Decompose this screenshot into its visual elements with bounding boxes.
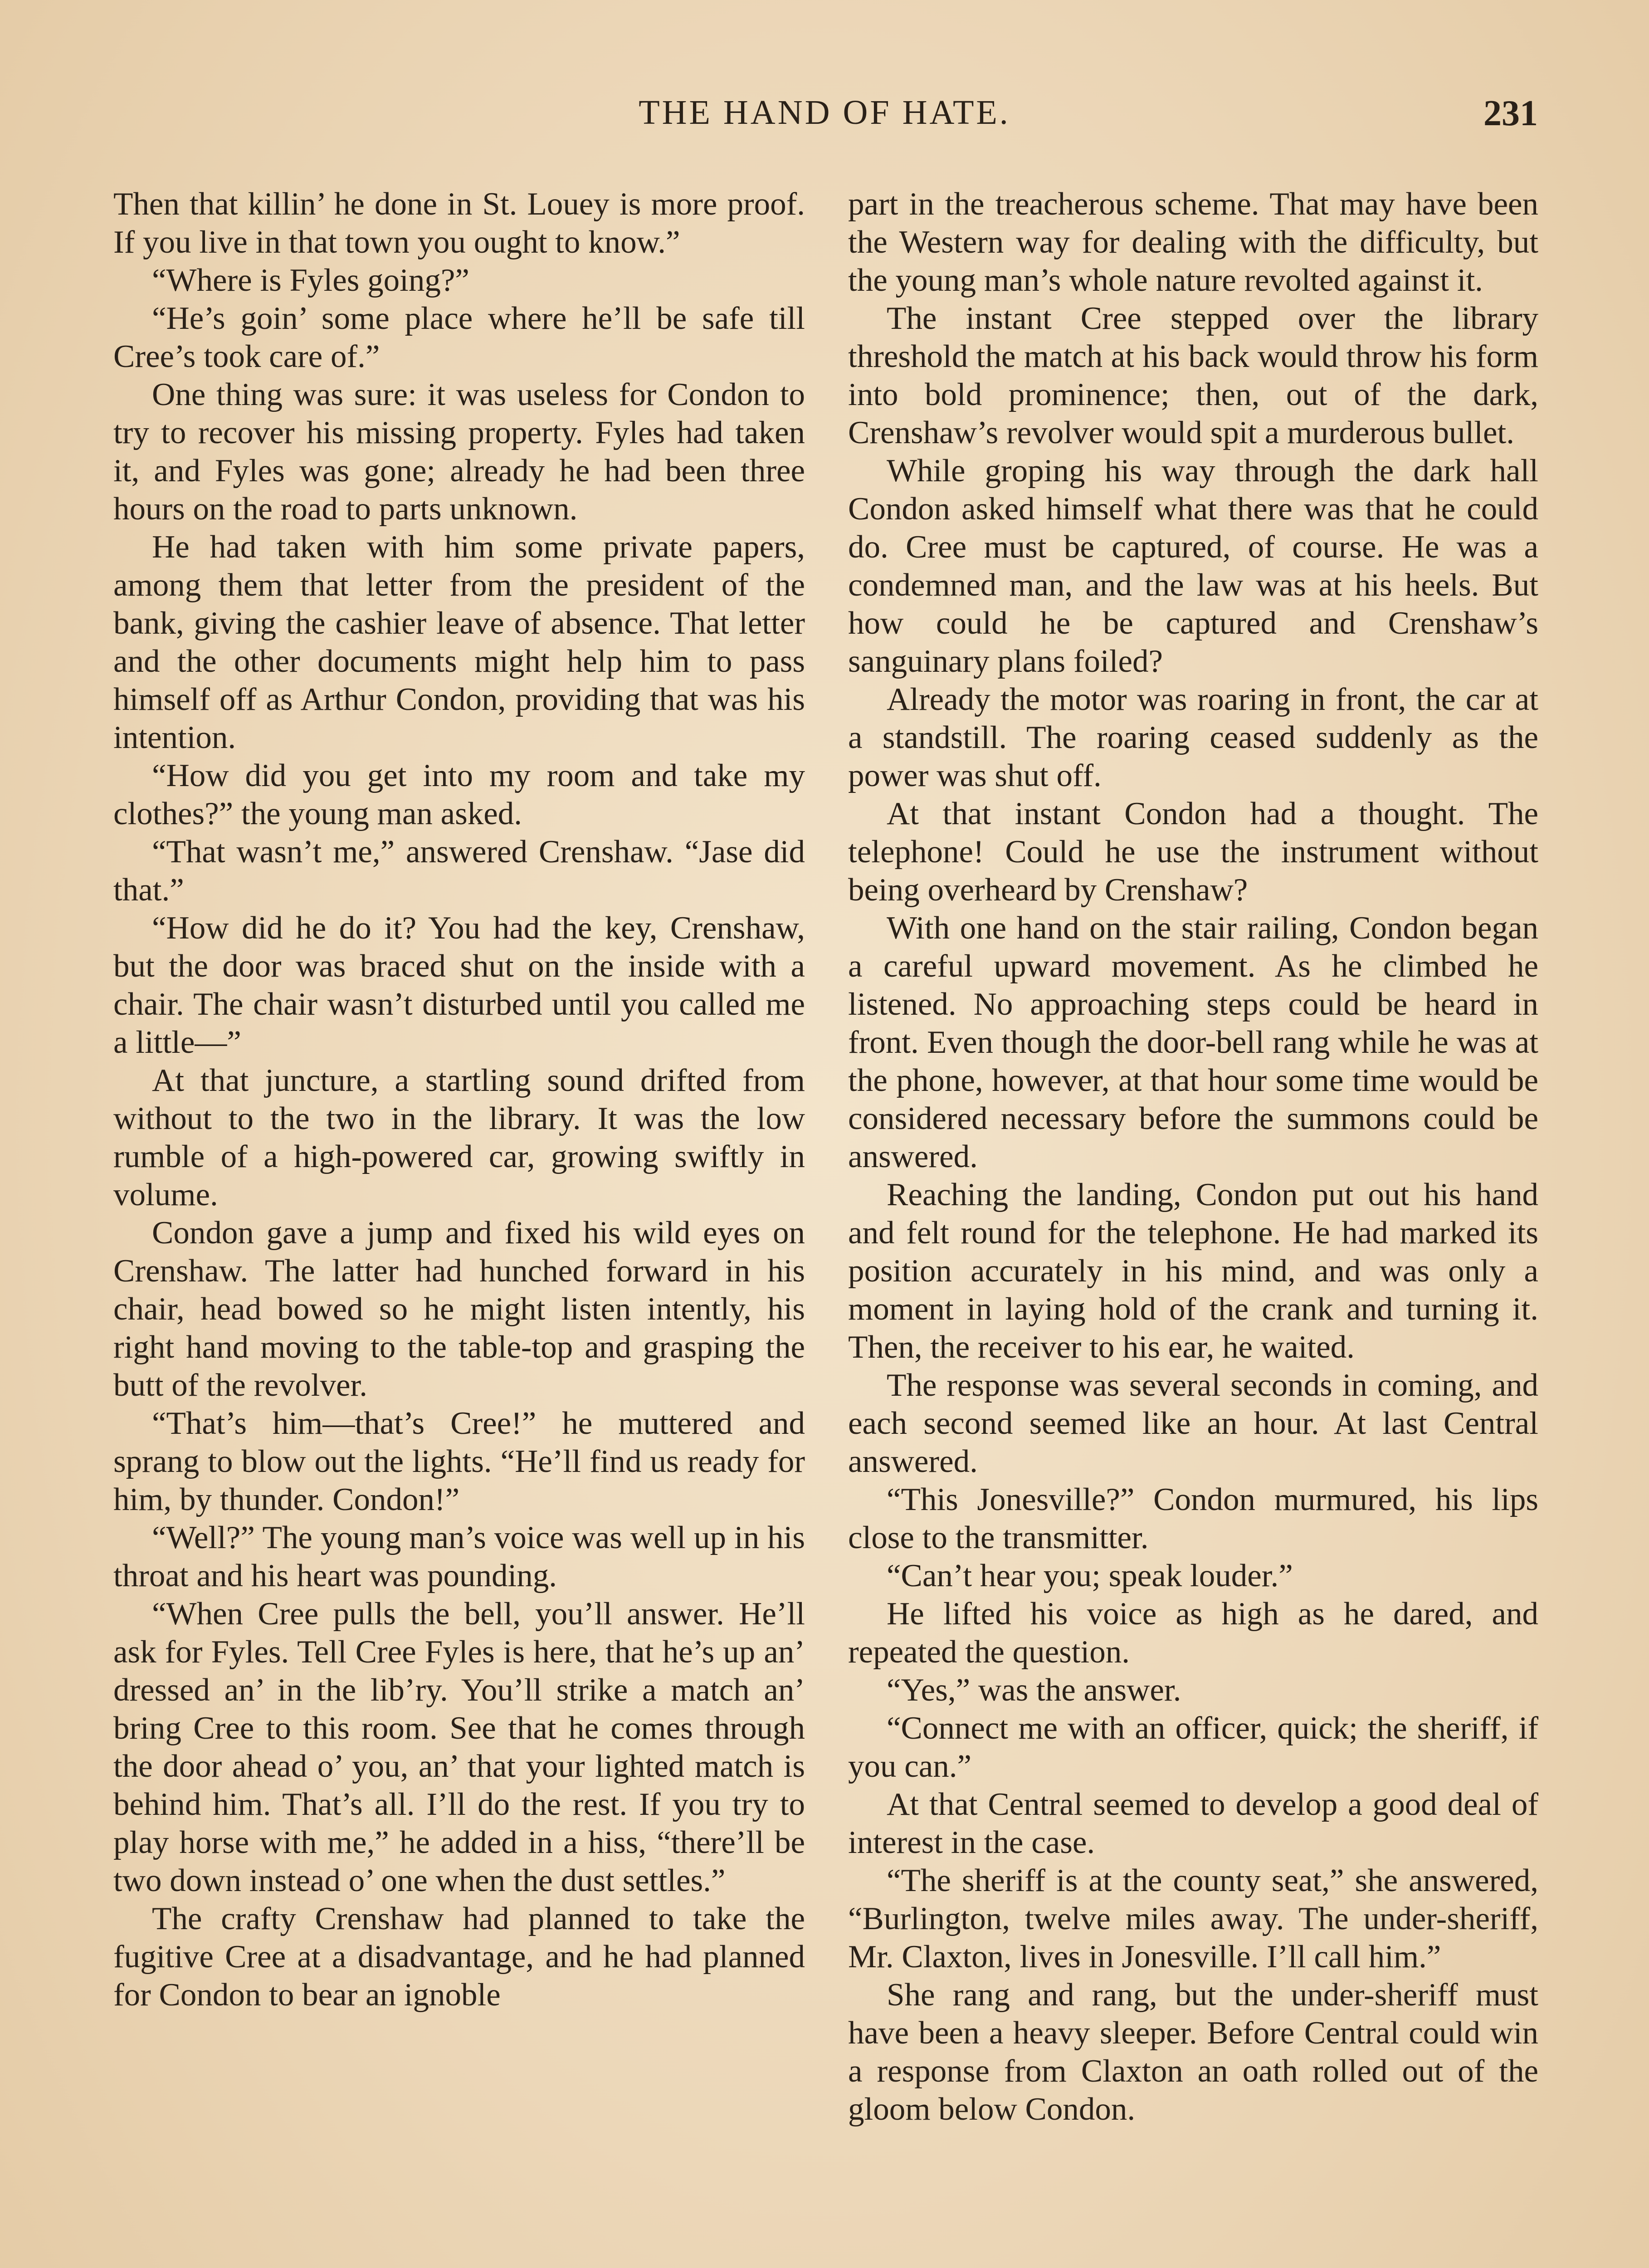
paragraph: The instant Cree stepped over the library threshold the match at his back would throw his form into bold prominence; then, out of the dark, Crenshaw’s revolver would spit a murderous bullet.: [848, 301, 1538, 450]
paragraph: “Well?” The young man’s voice was well up in his throat and his heart was pounding.: [113, 1520, 805, 1593]
paragraph: “That wasn’t me,” answered Crenshaw. “Jase did that.”: [113, 834, 805, 908]
page-number: 231: [1483, 93, 1538, 133]
paragraph: While groping his way through the dark hall Condon asked himself what there was that he could do. Cree must be captured, of course. He was a condemned man, and the law was at his heels. But how could he be captured and Crenshaw’s sanguinary plans foiled?: [848, 453, 1538, 679]
paragraph: “This Jonesville?” Condon murmured, his lips close to the transmitter.: [848, 1482, 1538, 1555]
paragraph: Already the motor was roaring in front, the car at a standstill. The roaring ceased suddenly as the power was shut off.: [848, 682, 1538, 793]
paragraph: “How did he do it? You had the key, Crenshaw, but the door was braced shut on the inside with a chair. The chair wasn’t disturbed until you called me a little—”: [113, 910, 805, 1060]
paragraph: “When Cree pulls the bell, you’ll answer. He’ll ask for Fyles. Tell Cree Fyles is here, that he’s up an’ dressed an’ in the lib’ry. You’ll strike a match an’ bring Cree to this room. See that he comes through the door ahead o’ you, an’ that your lighted match is behind him. That’s all. I’ll do the rest. If you try to play horse with me,” he added in a hiss, “there’ll be two down instead o’ one when the dust settles.”: [113, 1596, 805, 1898]
paragraph: “Can’t hear you; speak louder.”: [887, 1558, 1293, 1593]
paragraph: part in the treacherous scheme. That may have been the Western way for dealing with the difficulty, but the young man’s whole nature revolted against it.: [848, 186, 1538, 298]
paragraph: “How did you get into my room and take my clothes?” the young man asked.: [113, 758, 805, 831]
paragraph: Then that killin’ he done in St. Louey is more proof. If you live in that town you ought to know.”: [113, 186, 805, 260]
paragraph: The crafty Crenshaw had planned to take the fugitive Cree at a disadvantage, and he had planned for Condon to bear an ignoble: [113, 1901, 805, 2013]
paragraph: “Connect me with an officer, quick; the sheriff, if you can.”: [848, 1711, 1538, 1784]
paragraph: “That’s him—that’s Cree!” he muttered and sprang to blow out the lights. “He’ll find us ready for him, by thunder. Condon!”: [113, 1406, 805, 1517]
paragraph: “He’s goin’ some place where he’ll be safe till Cree’s took care of.”: [113, 301, 805, 374]
paragraph: The response was several seconds in coming, and each second seemed like an hour. At last Central answered.: [848, 1368, 1538, 1479]
left-column: [113, 185, 805, 2014]
paragraph: At that instant Condon had a thought. The telephone! Could he use the instrument without being overheard by Crenshaw?: [848, 796, 1538, 908]
paragraph: With one hand on the stair railing, Condon began a careful upward movement. As he climbed he listened. No approaching steps could be heard in front. Even though the door-bell rang while he was at the phone, however, at that hour some time would be considered necessary before the summons could be answered.: [848, 910, 1538, 1174]
paragraph: One thing was sure: it was useless for Condon to try to recover his missing property. Fyles had taken it, and Fyles was gone; already he had been three hours on the road to parts unknown.: [113, 377, 805, 527]
right-column: [848, 185, 1538, 2128]
paragraph: At that juncture, a startling sound drifted from without to the two in the library. It was the low rumble of a high-powered car, growing swiftly in volume.: [113, 1063, 805, 1212]
paragraph: “The sheriff is at the county seat,” she answered, “Burlington, twelve miles away. The under-sheriff, Mr. Claxton, lives in Jonesville. I’ll call him.”: [848, 1863, 1538, 1975]
paragraph: Condon gave a jump and fixed his wild eyes on Crenshaw. The latter had hunched forward in his chair, head bowed so he might listen intently, his right hand moving to the table-top and grasping the butt of the revolver.: [113, 1215, 805, 1403]
paragraph: “Yes,” was the answer.: [887, 1672, 1181, 1708]
paragraph: At that Central seemed to develop a good deal of interest in the case.: [848, 1787, 1538, 1860]
paragraph: “Where is Fyles going?”: [152, 263, 469, 298]
page-header: [0, 93, 1649, 147]
paragraph: Reaching the landing, Condon put out his hand and felt round for the telephone. He had marked its position accurately in his mind, and was only a moment in laying hold of the crank and turning it. Then, the receiver to his ear, he waited.: [848, 1177, 1538, 1365]
running-title: THE HAND OF HATE.: [639, 93, 1010, 132]
paragraph: He had taken with him some private papers, among them that letter from the president of the bank, giving the cashier leave of absence. That letter and the other documents might help him to pass himself off as Arthur Condon, providing that was his intention.: [113, 529, 805, 755]
paragraph: He lifted his voice as high as he dared, and repeated the question.: [848, 1596, 1538, 1670]
paragraph: She rang and rang, but the under-sheriff must have been a heavy sleeper. Before Central could win a response from Claxton an oath rolled out of the gloom below Condon.: [848, 1977, 1538, 2127]
